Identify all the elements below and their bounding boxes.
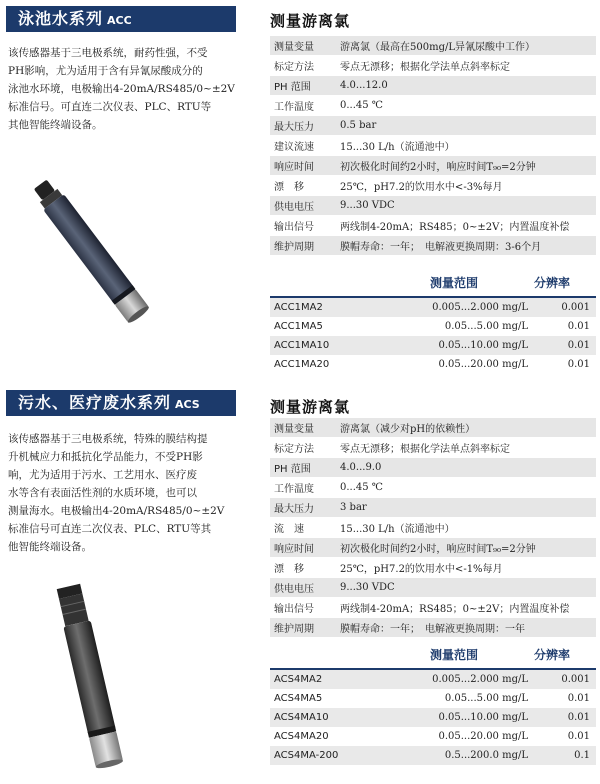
spec-row <box>270 478 596 498</box>
banner-title: 泳池水系列 <box>18 9 104 28</box>
model-row <box>270 317 596 336</box>
description-line: 测量海水。电极输出4-20mA/RS485/0~±2V <box>8 505 225 517</box>
spec-key: 响应时间 <box>270 538 336 558</box>
description-line: PH影响，尤为适用于含有异氰尿酸成分的 <box>8 65 203 77</box>
model-range: 0.05...20.00 mg/L <box>374 355 534 374</box>
spec-value: 两线制4-20mA；RS485；0~±2V；内置温度补偿 <box>336 598 596 618</box>
spec-row <box>270 538 596 558</box>
spec-value: 9...30 VDC <box>336 196 596 216</box>
spec-row <box>270 116 596 136</box>
spec-key: 漂 移 <box>270 176 336 196</box>
spec-value: 初次极化时间约2小时，响应时间T₉₀=2分钟 <box>336 156 596 176</box>
range-table-header <box>270 644 596 664</box>
acc-sensor-probe-image <box>20 172 170 342</box>
acs-sensor-probe-image <box>20 580 160 780</box>
model-resolution: 0.01 <box>534 689 596 708</box>
spec-row <box>270 558 596 578</box>
spec-row <box>270 156 596 176</box>
model-code: ACC1MA2 <box>270 297 374 317</box>
range-column-header: 测量范围 <box>430 276 479 290</box>
model-row <box>270 297 596 317</box>
spec-row <box>270 76 596 96</box>
spec-key: 标定方法 <box>270 438 336 458</box>
pool-water-section <box>0 0 600 388</box>
spec-key: PH 范围 <box>270 458 336 478</box>
spec-key: 供电电压 <box>270 196 336 216</box>
model-code: ACC1MA10 <box>270 336 374 355</box>
spec-key: 测量变量 <box>270 36 336 56</box>
spec-value: 膜帽寿命：一年； 电解液更换周期：一年 <box>336 618 596 638</box>
spec-row <box>270 36 596 56</box>
model-range: 0.05...5.00 mg/L <box>374 689 534 708</box>
spec-value: 膜帽寿命：一年； 电解液更换周期：3-6个月 <box>336 236 596 256</box>
model-code: ACC1MA5 <box>270 317 374 336</box>
spec-value: 0...45 ℃ <box>336 96 596 116</box>
range-table-header <box>270 272 596 292</box>
spec-key: 最大压力 <box>270 498 336 518</box>
product-description <box>8 430 244 556</box>
spec-key: 流 速 <box>270 518 336 538</box>
model-range: 0.005...2.000 mg/L <box>374 669 534 689</box>
description-line: 该传感器基于三电极系统，特殊的膜结构提 <box>8 433 208 445</box>
spec-row <box>270 196 596 216</box>
spec-row <box>270 518 596 538</box>
series-banner <box>6 6 236 32</box>
spec-key: 测量变量 <box>270 418 336 438</box>
spec-key: PH 范围 <box>270 76 336 96</box>
model-row <box>270 689 596 708</box>
spec-value: 4.0...9.0 <box>336 458 596 478</box>
spec-key: 建议流速 <box>270 136 336 156</box>
spec-value: 0...45 ℃ <box>336 478 596 498</box>
model-code: ACC1MA20 <box>270 355 374 374</box>
description-line: 标准信号可直连二次仪表、PLC、RTU等其 <box>8 523 212 535</box>
description-line: 水等含有表面活性剂的水质环境，也可以 <box>8 487 197 499</box>
spec-value: 初次极化时间约2小时，响应时间T₉₀=2分钟 <box>336 538 596 558</box>
model-resolution: 0.01 <box>534 317 596 336</box>
model-row <box>270 727 596 746</box>
description-line: 标准信号。可直连二次仪表、PLC、RTU等 <box>8 101 212 113</box>
model-code: ACS4MA2 <box>270 669 374 689</box>
description-line: 其他智能终端设备。 <box>8 119 103 131</box>
banner-code: ACC <box>107 14 132 27</box>
spec-key: 工作温度 <box>270 96 336 116</box>
series-banner <box>6 390 236 416</box>
spec-value: 15...30 L/h（流通池中） <box>336 518 596 538</box>
model-resolution: 0.001 <box>534 297 596 317</box>
model-range: 0.05...10.00 mg/L <box>374 708 534 727</box>
description-line: 他智能终端设备。 <box>8 541 92 553</box>
model-range: 0.5...200.0 mg/L <box>374 746 534 765</box>
spec-row <box>270 458 596 478</box>
model-resolution: 0.01 <box>534 336 596 355</box>
spec-value: 两线制4-20mA；RS485；0~±2V；内置温度补偿 <box>336 216 596 236</box>
description-line: 升机械应力和抵抗化学品能力，不受PH影 <box>8 451 203 463</box>
spec-title: 测量游离氯 <box>270 398 351 416</box>
spec-row <box>270 438 596 458</box>
model-range: 0.05...20.00 mg/L <box>374 727 534 746</box>
spec-row <box>270 136 596 156</box>
spec-value: 游离氯（最高在500mg/L异氰尿酸中工作） <box>336 36 596 56</box>
spec-key: 标定方法 <box>270 56 336 76</box>
description-line: 响，尤为适用于污水、工艺用水、医疗废 <box>8 469 197 481</box>
banner-code: ACS <box>175 398 200 411</box>
model-resolution: 0.01 <box>534 355 596 374</box>
description-line: 该传感器基于三电极系统，耐药性强，不受 <box>8 47 208 59</box>
model-resolution: 0.001 <box>534 669 596 689</box>
spec-row <box>270 578 596 598</box>
spec-key: 维护周期 <box>270 236 336 256</box>
spec-row <box>270 56 596 76</box>
resolution-column-header: 分辨率 <box>534 648 571 662</box>
model-code: ACS4MA5 <box>270 689 374 708</box>
spec-key: 供电电压 <box>270 578 336 598</box>
wastewater-section <box>0 390 600 784</box>
banner-title: 污水、医疗废水系列 <box>18 393 172 412</box>
spec-key: 输出信号 <box>270 598 336 618</box>
model-resolution: 0.1 <box>534 746 596 765</box>
spec-value: 15...30 L/h（流通池中） <box>336 136 596 156</box>
spec-row <box>270 418 596 438</box>
model-row <box>270 355 596 374</box>
spec-value: 4.0...12.0 <box>336 76 596 96</box>
spec-value: 游离氯（减少对pH的依赖性） <box>336 418 596 438</box>
spec-table <box>270 36 596 256</box>
model-code: ACS4MA10 <box>270 708 374 727</box>
spec-value: 零点无漂移；根据化学法单点斜率标定 <box>336 56 596 76</box>
model-row <box>270 708 596 727</box>
description-line: 泳池水环境，电极输出4-20mA/RS485/0~±2V <box>8 83 235 95</box>
spec-value: 0.5 bar <box>336 116 596 136</box>
spec-value: 9...30 VDC <box>336 578 596 598</box>
model-row <box>270 669 596 689</box>
model-code: ACS4MA20 <box>270 727 374 746</box>
spec-key: 响应时间 <box>270 156 336 176</box>
model-range: 0.05...5.00 mg/L <box>374 317 534 336</box>
spec-row <box>270 598 596 618</box>
resolution-column-header: 分辨率 <box>534 276 571 290</box>
spec-row <box>270 236 596 256</box>
spec-row <box>270 96 596 116</box>
spec-key: 维护周期 <box>270 618 336 638</box>
spec-key: 最大压力 <box>270 116 336 136</box>
spec-key: 漂 移 <box>270 558 336 578</box>
spec-key: 输出信号 <box>270 216 336 236</box>
spec-value: 零点无漂移；根据化学法单点斜率标定 <box>336 438 596 458</box>
spec-row <box>270 618 596 638</box>
model-range: 0.005...2.000 mg/L <box>374 297 534 317</box>
spec-key: 工作温度 <box>270 478 336 498</box>
spec-row <box>270 216 596 236</box>
model-resolution: 0.01 <box>534 708 596 727</box>
spec-table <box>270 418 596 638</box>
range-column-header: 测量范围 <box>430 648 479 662</box>
model-resolution: 0.01 <box>534 727 596 746</box>
model-code: ACS4MA-200 <box>270 746 374 765</box>
spec-value: 3 bar <box>336 498 596 518</box>
model-range-table <box>270 296 596 374</box>
product-description <box>8 44 244 134</box>
spec-value: 25℃，pH7.2的饮用水中<-1%每月 <box>336 558 596 578</box>
model-range: 0.05...10.00 mg/L <box>374 336 534 355</box>
spec-value: 25℃，pH7.2的饮用水中<-3%每月 <box>336 176 596 196</box>
spec-title: 测量游离氯 <box>270 12 351 30</box>
model-row <box>270 336 596 355</box>
spec-row <box>270 498 596 518</box>
spec-row <box>270 176 596 196</box>
model-range-table <box>270 668 596 765</box>
model-row <box>270 746 596 765</box>
